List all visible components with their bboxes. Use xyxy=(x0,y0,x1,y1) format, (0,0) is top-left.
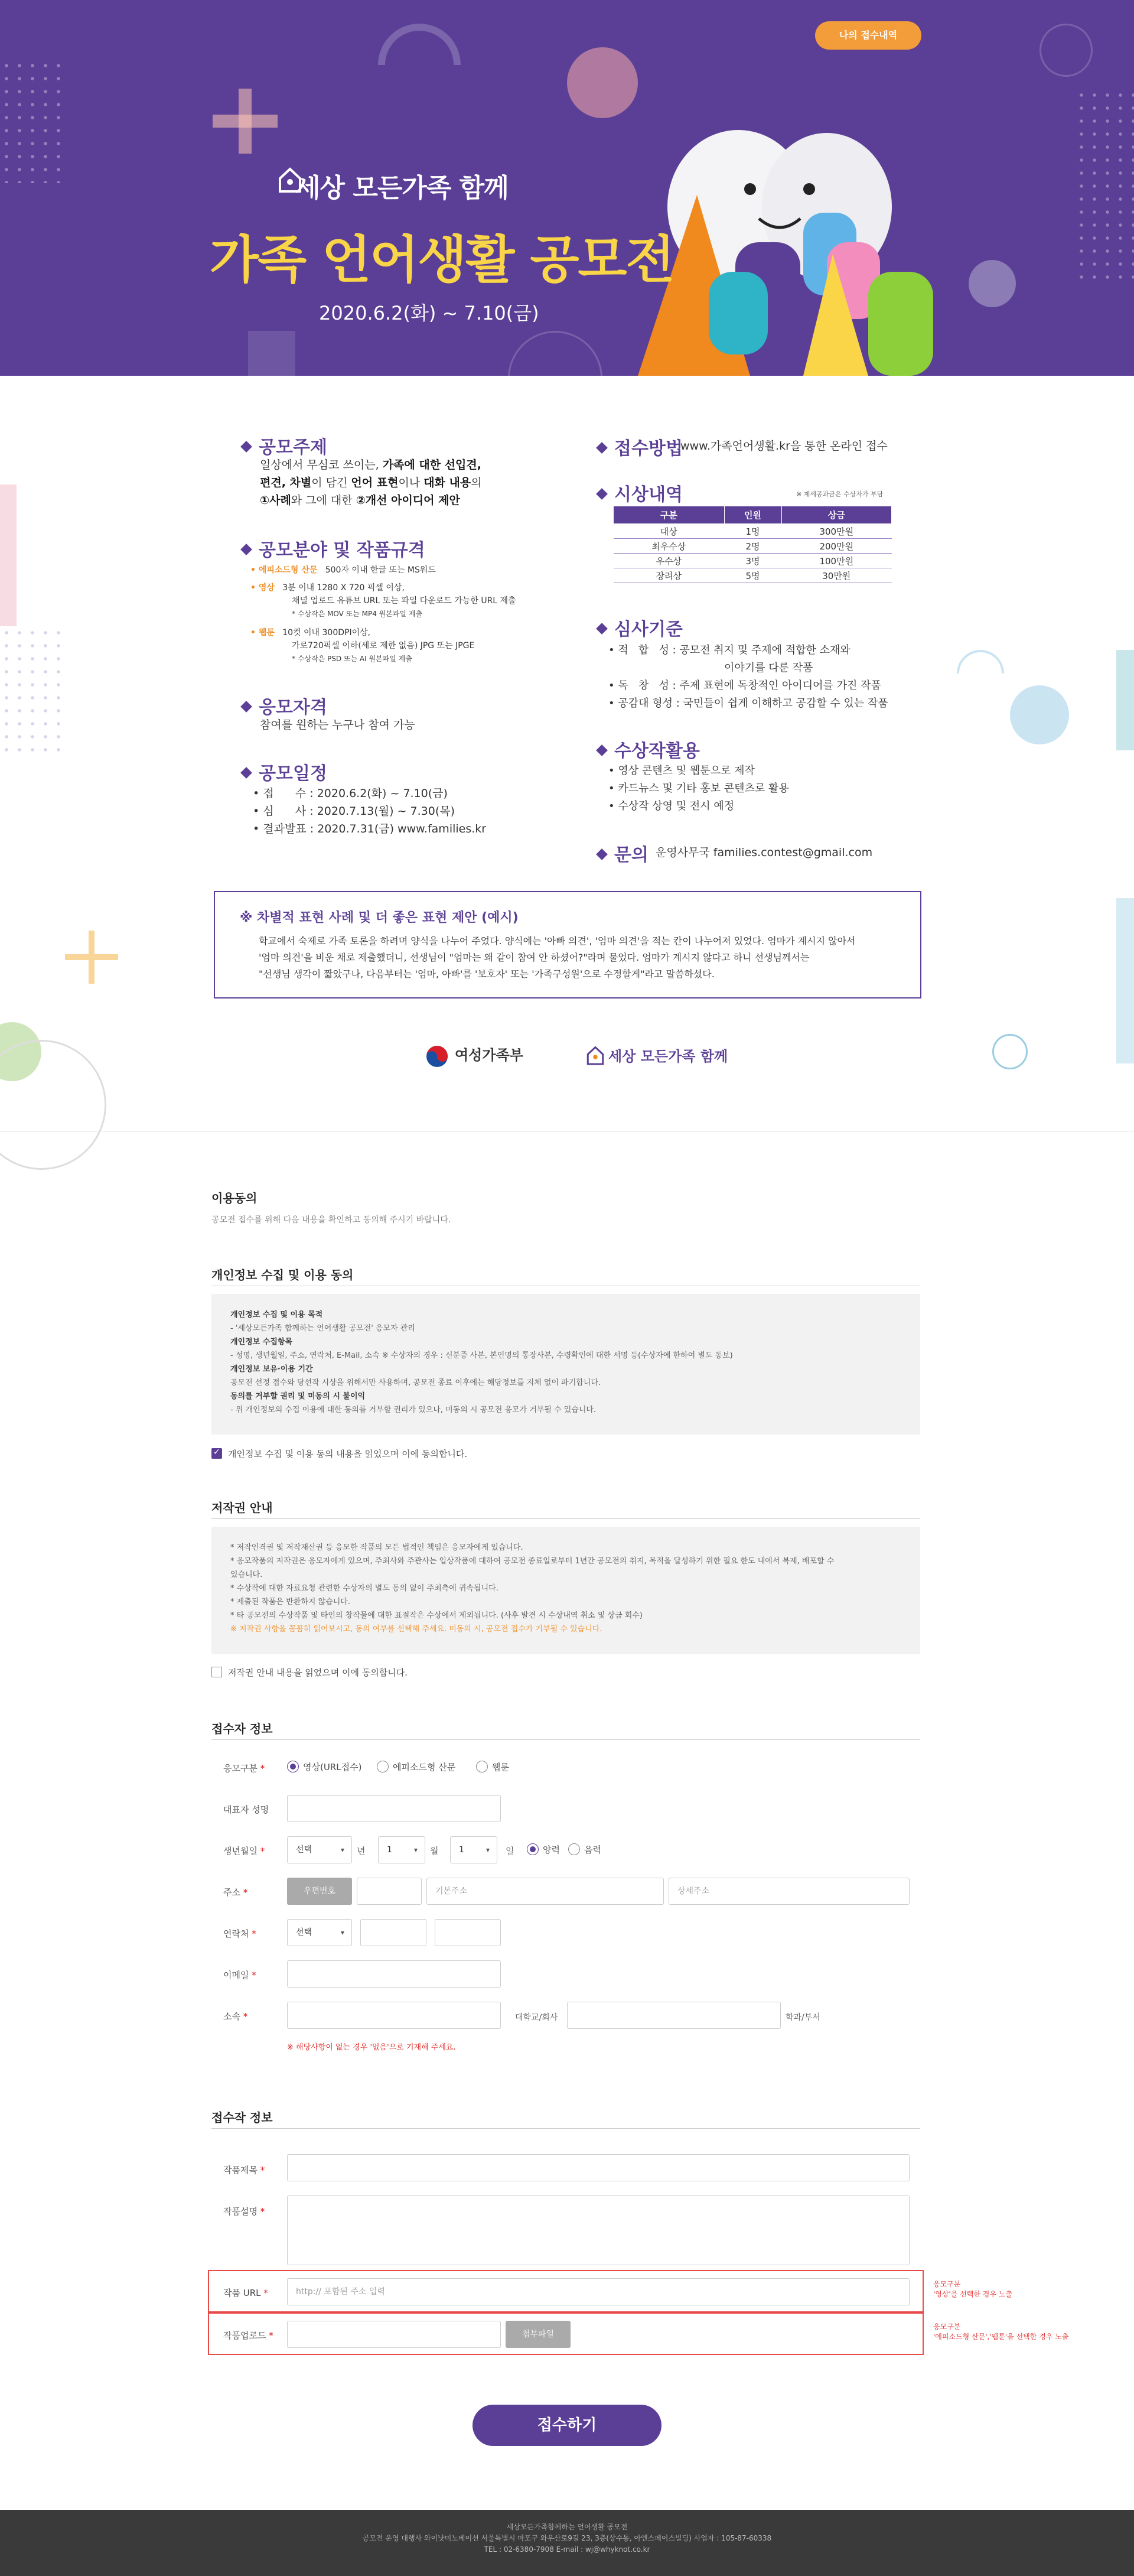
department-unit: 학과/부서 xyxy=(786,2013,820,2022)
address-label: 주소 * xyxy=(223,1887,248,1898)
email-label: 이메일 * xyxy=(223,1970,256,1980)
work-title-input[interactable] xyxy=(287,2154,910,2181)
school-unit: 대학교/회사 xyxy=(515,2013,558,2022)
category-label: 응모구분 * xyxy=(223,1763,265,1774)
contact-heading: 문의 xyxy=(598,840,649,866)
campaign-logo-icon xyxy=(586,1045,605,1066)
plus-decoration xyxy=(213,89,278,154)
my-entries-button[interactable]: 나의 접수내역 xyxy=(815,21,921,50)
eligibility-heading: 응모자격 xyxy=(242,692,327,718)
circle-decoration xyxy=(969,260,1016,307)
schedule-list: • 접 수 : 2020.6.2(화) ~ 7.10(금) • 심 사 : 2020.7.13(월) ~ 7.30(목) • 결과발표 : 2020.7.31(금) www.families.kr xyxy=(253,787,487,835)
contact-text: 운영사무국 families.contest@gmail.com xyxy=(656,846,873,859)
birth-day-select[interactable]: 1 ▾ xyxy=(450,1836,497,1863)
schedule-heading: 공모일정 xyxy=(242,759,327,785)
day-unit: 일 xyxy=(506,1846,514,1856)
name-label: 대표자 성명 xyxy=(223,1804,269,1815)
example-box xyxy=(214,891,921,998)
theme-text: 일상에서 무심코 쓰이는, 가족에 대한 선입견, 편견, 차별이 담긴 언어 표현이나 대화 내용의 ①사례와 그에 대한 ②개선 아이디어 제안 xyxy=(260,458,482,507)
name-input[interactable] xyxy=(287,1795,501,1822)
radio-icon[interactable] xyxy=(568,1843,580,1855)
radio-icon[interactable] xyxy=(377,1761,389,1772)
table-cell: 대상 xyxy=(614,524,725,539)
month-unit: 월 xyxy=(430,1846,439,1856)
calendar-radio-lunar[interactable]: 음력 xyxy=(568,1843,601,1856)
arc-decoration xyxy=(957,650,1004,697)
side-bar-decoration xyxy=(1116,650,1134,750)
birth-month-select[interactable]: 1 ▾ xyxy=(378,1836,425,1863)
affiliation-note: ※ 해당사항이 없는 경우 '없음'으로 기재해 주세요. xyxy=(287,2043,456,2052)
applicant-title: 접수자 정보 xyxy=(211,1722,273,1736)
side-bar-decoration xyxy=(0,484,17,626)
address-basic-input[interactable]: 기본주소 xyxy=(426,1878,664,1905)
department-input[interactable] xyxy=(567,2002,781,2029)
consent-title: 이용동의 xyxy=(211,1191,258,1205)
privacy-info-box: 개인정보 수집 및 이용 목적 - '세상모든가족 함께하는 언어생활 공모전' 응모자 관리 개인정보 수집항목 - 성명, 생년월일, 주소, 연락처, E-Mail, 소속 ※ 수상자의 경우 : 신분증 사본, 본인명의 통장사본, 수령확인에 대한 서명 등(수상자에 한하여 별도 동보) 개인정보 보유·이용 기간 공모전 선정 접수와 당선작 시상을 위해서만 사용하며, 공모전 종료 이후에는 해당정보를 지체 없이 파기합니다. 동의를 거부할 권리 및 미동의 시 불이익 - 위 개인정보의 수집 이용에 대한 동의를 거부할 권리가 있으나, 미동의 시 공모전 응모가 거부될 수 있습니다. xyxy=(211,1294,920,1435)
table-cell: 장려상 xyxy=(614,568,725,583)
phone-last-input[interactable] xyxy=(435,1919,501,1946)
postcode-input[interactable] xyxy=(357,1878,422,1905)
table-cell: 300만원 xyxy=(781,524,891,539)
ministry-emblem-icon xyxy=(425,1045,449,1068)
circle-decoration xyxy=(1010,685,1069,744)
work-desc-textarea[interactable] xyxy=(287,2196,910,2265)
table-cell: 5명 xyxy=(724,568,781,583)
birth-label: 생년월일 * xyxy=(223,1846,265,1856)
table-cell: 30만원 xyxy=(781,568,891,583)
footer-line: TEL : 02-6380-7908 E-mail : wj@whyknot.co.kr xyxy=(484,2545,650,2554)
category-radio-episode[interactable]: 에피소드형 산문 xyxy=(377,1761,455,1774)
radio-selected-icon[interactable] xyxy=(287,1761,299,1772)
section-divider xyxy=(211,2128,920,2129)
work-url-input[interactable]: http:// 포함된 주소 입력 xyxy=(287,2278,910,2305)
plus-decoration xyxy=(65,931,118,984)
table-cell: 200만원 xyxy=(781,539,891,554)
contest-dates: 2020.6.2(화) ~ 7.10(금) xyxy=(319,302,539,324)
footer-line: 공모전 운영 대행사 와이낫미노베이션 서울특별시 마포구 와우산로9길 23, 3층(상수동, 아엔스페이스빌딩) 사업자 : 105-87-60338 xyxy=(362,2534,772,2542)
url-visibility-note: 응모구분 '영상'을 선택한 경우 노출 xyxy=(933,2280,1012,2298)
field-episode: • 에피소드형 산문 500자 이내 한글 또는 MS워드 xyxy=(250,565,436,575)
table-cell: 1명 xyxy=(724,524,781,539)
address-detail-input[interactable]: 상세주소 xyxy=(669,1878,910,1905)
checkbox-icon[interactable] xyxy=(211,1667,222,1677)
table-row xyxy=(614,539,892,554)
side-bar-decoration xyxy=(1116,898,1134,1063)
ring-decoration xyxy=(0,1040,106,1170)
radio-icon[interactable] xyxy=(476,1761,488,1772)
table-cell: 3명 xyxy=(724,554,781,568)
ministry-logo-text: 여성가족부 xyxy=(455,1047,523,1063)
field-video: • 영상 3분 이내 1280 X 720 픽셀 이상, 채널 업로드 유튜브 URL 또는 파일 다운로드 가능한 URL 제출 * 수상작은 MOV 또는 MP4 원본파일 제출 xyxy=(250,583,516,618)
prizes-col-header: 인원 xyxy=(724,506,781,524)
ring-decoration xyxy=(508,331,602,376)
table-cell: 2명 xyxy=(724,539,781,554)
section-divider xyxy=(211,1739,920,1740)
table-cell: 우수상 xyxy=(614,554,725,568)
table-row xyxy=(614,554,892,568)
page-title: 가족 언어생활 공모전 xyxy=(210,230,674,290)
work-upload-label: 작품업로드 * xyxy=(223,2330,273,2341)
campaign-logo-text: 세상 모든가족 함께 xyxy=(608,1048,728,1065)
example-text: 학교에서 숙제로 가족 토론을 하려며 양식을 나누어 주었다. 양식에는 '아빠 의견', '엄마 의견'을 적는 칸이 나누어져 있었다. 엄마가 계시지 않아서 '엄마 의견'을 비운 채로 제출했더니, 선생님이 "엄마는 왜 같이 참여 안 하셨어?"라며 물었다. 엄마가 계시지 않다고 하니 선생님께서는 "선생님 생각이 짧았구나, 다음부터는 '엄마, 아빠'를 '보호자' 또는 '가족구성원'으로 수정할게"라고 말씀하셨다. xyxy=(259,935,856,980)
prizes-col-header: 상금 xyxy=(781,506,891,524)
copyright-agree-checkbox[interactable]: 저작권 안내 내용을 읽었으며 이에 동의합니다. xyxy=(211,1666,408,1679)
table-cell: 100만원 xyxy=(781,554,891,568)
field-webtoon: • 웹툰 10컷 이내 300DPI이상, 가로720픽셀 이하(세로 제한 없음) JPG 또는 JPGE * 수상작은 PSD 또는 AI 원본파일 제출 xyxy=(250,628,475,663)
birth-year-select[interactable]: 선택 ▾ xyxy=(287,1836,352,1863)
prizes-col-header: 구분 xyxy=(614,506,725,524)
fields-heading: 공모분야 및 작품규격 xyxy=(242,535,425,561)
work-upload-input[interactable] xyxy=(287,2321,501,2348)
calendar-radio-solar[interactable]: 양력 xyxy=(527,1843,560,1856)
ring-decoration xyxy=(1040,24,1093,77)
school-input[interactable] xyxy=(287,2002,501,2029)
attach-file-button[interactable]: 첨부파일 xyxy=(506,2321,571,2348)
checkbox-checked-icon[interactable] xyxy=(211,1448,222,1459)
table-cell: 최우수상 xyxy=(614,539,725,554)
copyright-title: 저작권 안내 xyxy=(211,1501,273,1515)
method-text: www.가족언어생활.kr을 통한 온라인 접수 xyxy=(680,440,888,453)
campaign-subtitle: 세상 모든가족 함께 xyxy=(295,173,509,203)
section-divider xyxy=(211,1518,920,1519)
criteria-heading: 심사기준 xyxy=(598,614,683,640)
consent-desc: 공모전 접수를 위해 다음 내용을 확인하고 동의해 주시기 바랍니다. xyxy=(211,1215,451,1225)
year-unit: 년 xyxy=(357,1846,366,1856)
table-row xyxy=(614,568,892,583)
dot-pattern xyxy=(0,59,65,183)
prizes-table xyxy=(613,506,892,583)
footer xyxy=(0,2510,1134,2576)
example-title: ※ 차별적 표현 사례 및 더 좋은 표현 제안 (예시) xyxy=(240,910,519,925)
theme-heading: 공모주제 xyxy=(242,432,327,458)
criteria-list: • 적 합 성 : 공모전 취지 및 주제에 적합한 소재와 이야기를 다룬 작품 • 독 창 성 : 주제 표현에 독창적인 아이디어를 가진 작품 • 공감대 형성 : 국민들이 쉽게 이해하고 공감할 수 있는 작품 xyxy=(608,644,888,710)
dot-pattern xyxy=(0,626,65,756)
usage-list: • 영상 콘텐츠 및 웹툰으로 제작 • 카드뉴스 및 기타 홍보 콘텐츠로 활용 • 수상작 상영 및 전시 예정 xyxy=(608,765,789,812)
circle-decoration xyxy=(567,47,638,118)
submit-button[interactable]: 접수하기 xyxy=(472,2405,662,2446)
copyright-info-box: * 저작인격권 및 저작재산권 등 응모한 작품의 모든 법적인 책임은 응모자에게 있습니다. * 응모작품의 저작권은 응모자에게 있으며, 주최사와 주관사는 입상작품에 대하여 공모전 종료일로부터 1년간 공모전의 취지, 목적을 달성하기 위한 필요 한도 내에서 복제, 배포할 수 있습니다. * 수상작에 대한 자료요청 관련한 수상자의 별도 동의 없이 주최측에 귀속됩니다. * 제출된 작품은 반환하지 않습니다. * 타 공모전의 수상작품 및 타인의 창작물에 대한 표절작은 수상에서 제외됩니다. (사후 발견 시 수상내역 취소 및 상금 회수) ※ 저작권 사항을 꼼꼼히 읽어보시고, 동의 여부를 선택해 주세요. 미동의 시, 공모전 접수가 거부될 수 있습니다. xyxy=(211,1527,920,1654)
privacy-agree-checkbox[interactable]: ✓개인정보 수집 및 이용 동의 내용을 읽었으며 이에 동의합니다. xyxy=(211,1448,467,1460)
radio-selected-icon[interactable] xyxy=(527,1843,539,1855)
prizes-heading: 시상내역 xyxy=(598,480,683,506)
hero-banner xyxy=(0,0,1134,376)
work-title-label: 작품제목 * xyxy=(223,2165,265,2175)
arc-decoration xyxy=(378,24,461,106)
work-desc-label: 작품설명 * xyxy=(223,2206,265,2217)
table-row xyxy=(614,524,892,539)
postcode-button[interactable]: 우편번호 xyxy=(287,1878,352,1905)
affiliation-label: 소속 * xyxy=(223,2011,248,2022)
email-input[interactable] xyxy=(287,1960,501,1988)
phone-middle-input[interactable] xyxy=(360,1919,426,1946)
privacy-title: 개인정보 수집 및 이용 동의 xyxy=(211,1268,354,1282)
eligibility-text: 참여를 원하는 누구나 참여 가능 xyxy=(260,718,415,731)
dot-pattern xyxy=(1075,89,1134,284)
usage-heading: 수상작활용 xyxy=(598,736,700,762)
phone-prefix-select[interactable]: 선택 ▾ xyxy=(287,1919,352,1946)
category-radio-webtoon[interactable]: 웹툰 xyxy=(476,1761,509,1774)
ring-decoration xyxy=(992,1034,1028,1069)
prizes-note: ※ 제세공과금은 수상자가 부담 xyxy=(796,490,884,498)
family-characters-illustration xyxy=(632,118,951,376)
phone-label: 연락처 * xyxy=(223,1928,256,1939)
method-heading: 접수방법 xyxy=(598,434,683,460)
upload-visibility-note: 응모구분 '에피소드형 산문','웹툰'을 선택한 경우 노출 xyxy=(933,2323,1069,2341)
square-decoration xyxy=(248,331,295,376)
category-radio-video[interactable]: 영상(URL접수) xyxy=(287,1761,361,1774)
footer-line: 세상모든가족함께하는 언어생활 공모전 xyxy=(506,2523,628,2531)
work-url-label: 작품 URL * xyxy=(223,2288,268,2298)
entry-title: 접수작 정보 xyxy=(211,2110,273,2125)
